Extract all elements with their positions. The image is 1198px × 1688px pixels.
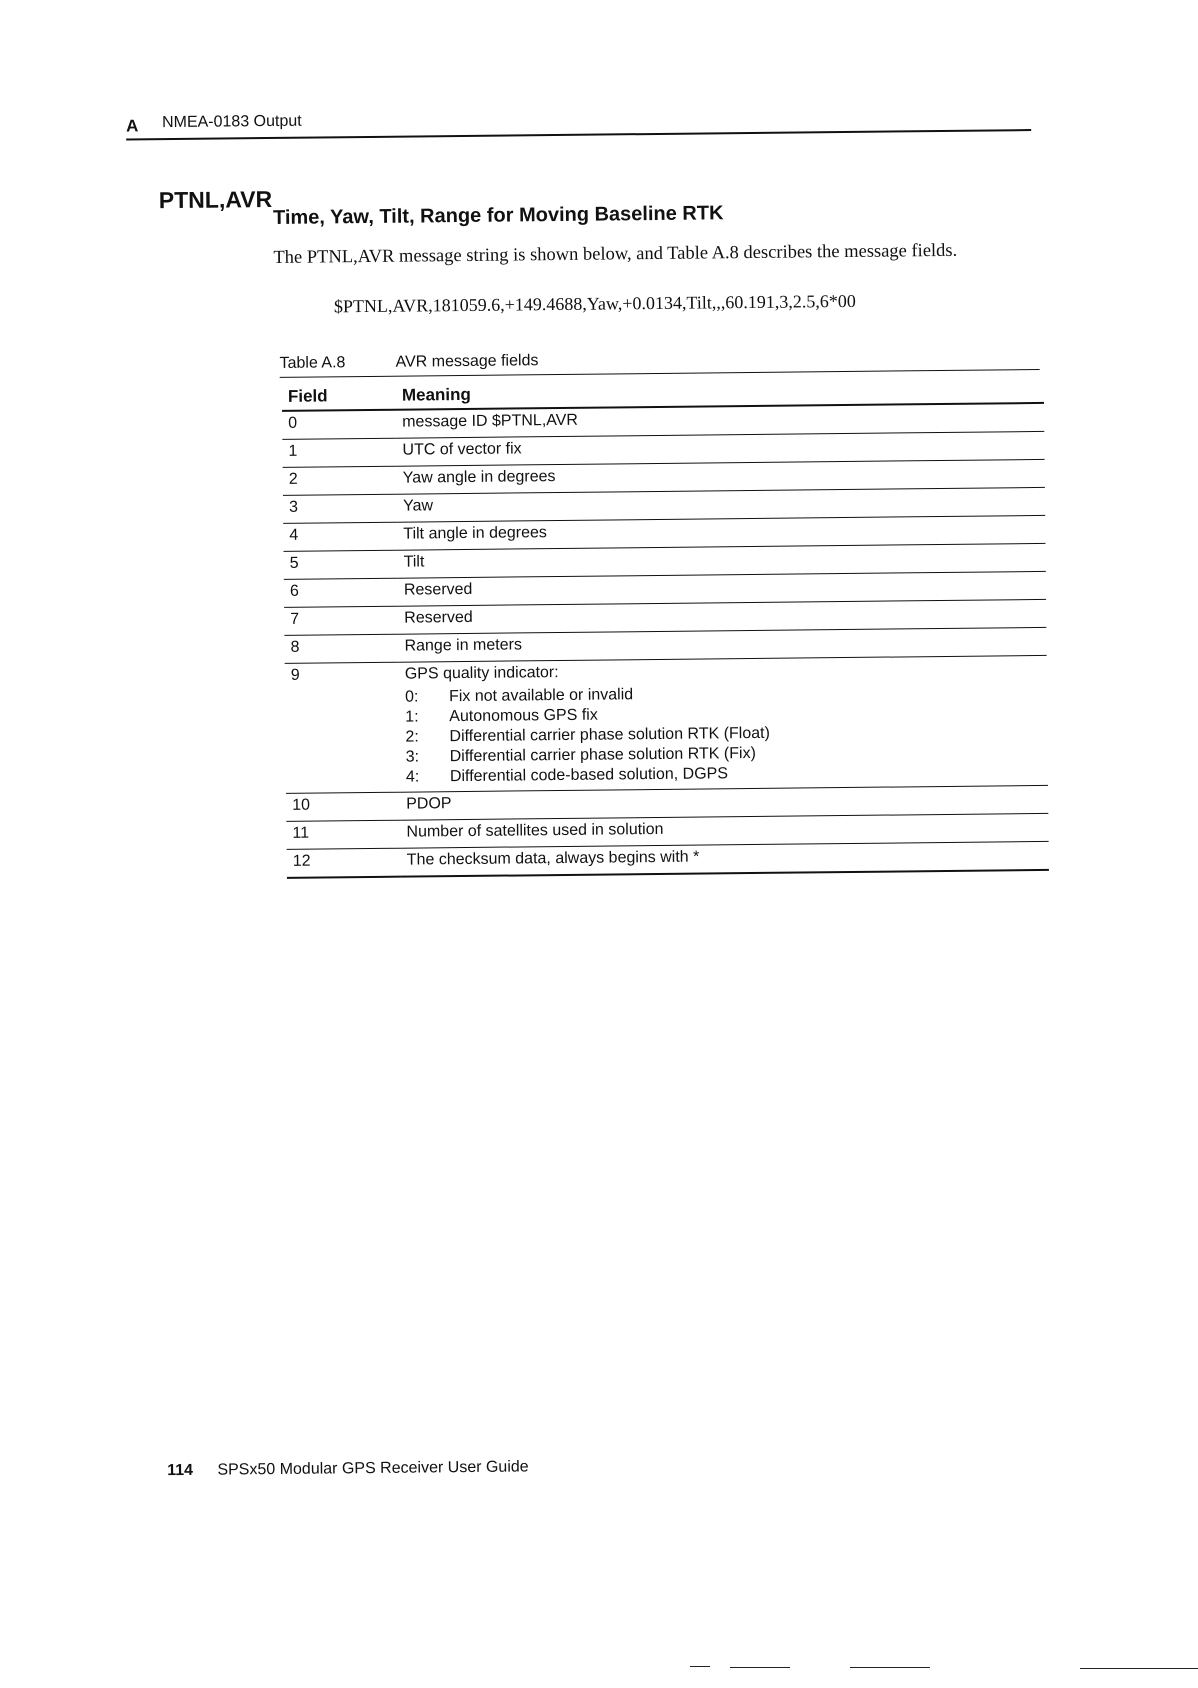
quality-code: 4: — [405, 768, 420, 786]
table-number: Table A.8 — [279, 354, 346, 372]
quality-indicator-label: GPS quality indicator: — [404, 664, 559, 683]
appendix-letter: A — [125, 116, 139, 136]
running-head — [126, 103, 1031, 140]
meaning-cell: Tilt — [398, 543, 1046, 578]
field-cell: 3 — [283, 494, 397, 523]
field-cell: 2 — [283, 466, 397, 495]
scan-artifact-line — [850, 1667, 930, 1668]
field-cell: 9 — [285, 662, 400, 793]
scan-artifact-line — [1080, 1668, 1198, 1669]
field-cell: 7 — [284, 606, 398, 635]
table-caption — [279, 347, 1039, 378]
chapter-title: NMEA-0183 Output — [161, 112, 302, 132]
meaning-cell: Reserved — [398, 571, 1046, 606]
avr-fields-table — [282, 377, 1049, 879]
quality-text: Fix not available or invalid — [448, 686, 634, 706]
book-title: SPSx50 Modular GPS Receiver User Guide — [217, 1458, 529, 1479]
table-title: AVR message fields — [395, 352, 539, 371]
quality-code: 3: — [405, 748, 420, 766]
scan-artifact-line — [690, 1666, 710, 1667]
page-footer — [167, 1458, 529, 1480]
field-column-header: Field — [282, 384, 396, 411]
meaning-cell: Yaw — [397, 487, 1045, 522]
meaning-cell: Number of satellites used in solution — [400, 813, 1048, 848]
quality-text: Differential carrier phase solution RTK (Fix) — [449, 744, 756, 766]
meaning-cell: Range in meters — [398, 627, 1046, 662]
field-cell: 0 — [282, 410, 396, 440]
meaning-cell: Yaw angle in degrees — [397, 459, 1045, 494]
page-number: 114 — [167, 1461, 194, 1480]
message-name-heading: PTNL,AVR — [158, 185, 273, 214]
field-cell: 12 — [287, 848, 401, 878]
meaning-cell: PDOP — [400, 785, 1048, 820]
meaning-cell: message ID $PTNL,AVR — [396, 403, 1044, 438]
table-row — [285, 655, 1048, 793]
quality-code: 1: — [405, 708, 419, 726]
meaning-cell: Tilt angle in degrees — [397, 515, 1045, 550]
meaning-cell: UTC of vector fix — [396, 431, 1044, 466]
quality-code: 2: — [405, 728, 419, 746]
field-cell: 4 — [283, 522, 397, 551]
field-cell: 8 — [284, 634, 398, 663]
meaning-cell-quality — [399, 655, 1048, 792]
meaning-cell: The checksum data, always begins with * — [401, 841, 1049, 876]
quality-text: Autonomous GPS fix — [449, 706, 598, 726]
field-cell: 6 — [284, 578, 398, 607]
field-cell: 5 — [284, 550, 398, 579]
meaning-cell: Reserved — [398, 599, 1046, 634]
sample-message-string: $PTNL,AVR,181059.6,+149.4688,Yaw,+0.0134,Tilt,,,60.191,3,2.5,6*00 — [333, 290, 856, 317]
intro-paragraph: The PTNL,AVR message string is shown below, and Table A.8 describes the message fields. — [273, 240, 958, 268]
quality-code: 0: — [404, 688, 419, 706]
meaning-column-header: Meaning — [396, 377, 1044, 410]
quality-text: Differential carrier phase solution RTK (Float) — [449, 724, 770, 746]
quality-text: Differential code-based solution, DGPS — [449, 765, 729, 786]
section-title: Time, Yaw, Tilt, Range for Moving Baseline RTK — [272, 202, 724, 229]
scan-artifact-line — [730, 1667, 790, 1668]
field-cell: 11 — [286, 820, 400, 849]
field-cell: 10 — [286, 792, 400, 821]
quality-values-list — [405, 681, 1042, 788]
field-cell: 1 — [282, 438, 396, 467]
